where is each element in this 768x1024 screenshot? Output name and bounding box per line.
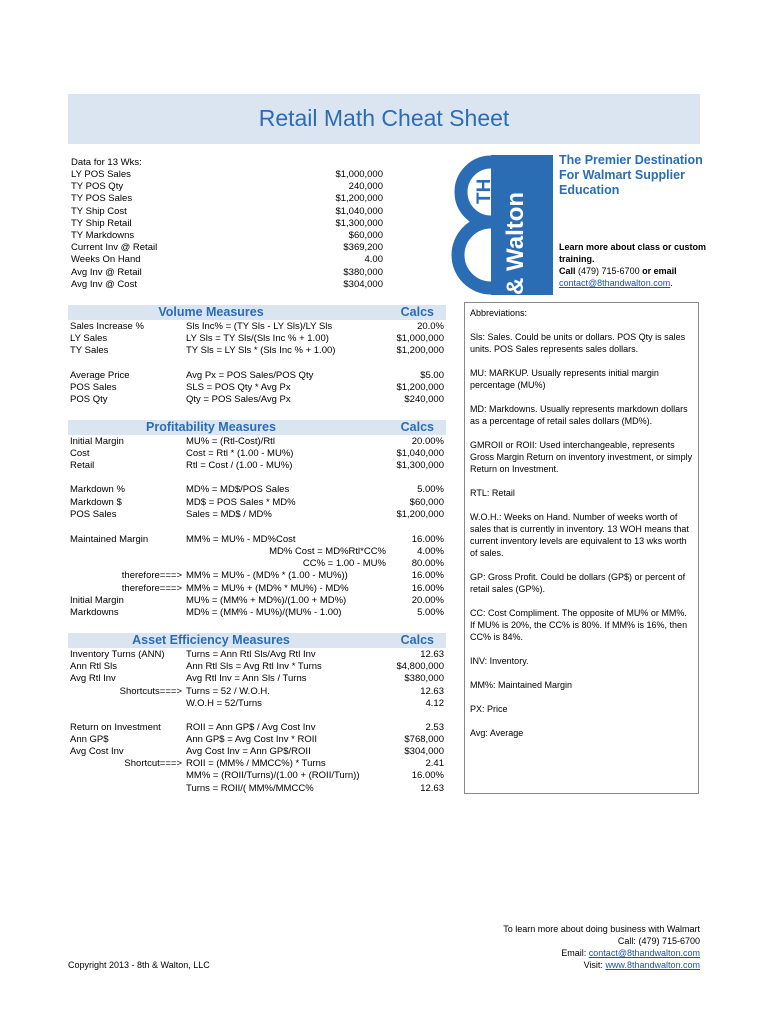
asset-value: 2.53 <box>425 722 444 733</box>
asset-formula: MM% = (ROII/Turns)/(1.00 + (ROII/Turn)) <box>186 770 360 781</box>
profitability-section-title: Profitability Measures <box>146 420 276 434</box>
asset-formula: Ann Rtl Sls = Avg Rtl Inv * Turns <box>186 661 322 672</box>
data-row <box>71 193 383 205</box>
data-row <box>71 230 383 242</box>
logo-walton: & Walton <box>502 191 529 295</box>
data-row-value: $1,040,000 <box>335 205 383 217</box>
profit-formula: MD% Cost = MD%Rtl*CC% <box>269 546 386 557</box>
profit-label: POS Sales <box>70 509 117 520</box>
profit-value: $1,040,000 <box>396 448 444 459</box>
asset-row <box>70 649 444 661</box>
footer-call <box>618 935 700 947</box>
promo-email-link[interactable]: contact@8thandwalton.com <box>559 278 671 288</box>
data-row-label: TY Markdowns <box>71 230 135 241</box>
footer-visit-label: Visit: <box>583 960 603 970</box>
profit-formula: CC% = 1.00 - MU% <box>302 558 386 569</box>
volume-label: Average Price <box>70 370 130 381</box>
abbreviations-list <box>470 307 693 739</box>
volume-value: $240,000 <box>404 394 444 405</box>
abbreviation-item: MU: MARKUP. Usually represents initial margin percentage (MU%) <box>470 368 659 390</box>
data-row-value: $1,300,000 <box>335 217 383 229</box>
data-row <box>71 254 383 266</box>
asset-value: 16.00% <box>411 770 444 781</box>
abbreviation-item: CC: Cost Compliment. The opposite of MU% or MM%. If MU% is 20%, the CC% is 80%. If MM% is 16%, then CC% is 84%. <box>470 608 688 642</box>
asset-value: $380,000 <box>404 673 444 684</box>
asset-formula: Ann GP$ = Avg Cost Inv * ROII <box>186 734 318 745</box>
volume-formula: Avg Px = POS Sales/POS Qty <box>186 370 314 381</box>
volume-formula: LY Sls = TY Sls/(Sls Inc % + 1.00) <box>186 333 329 344</box>
data-row <box>71 218 383 230</box>
profit-value: 20.00% <box>411 436 444 447</box>
asset-row <box>70 722 444 734</box>
volume-label: Sales Increase % <box>70 321 144 332</box>
data-row-label: LY POS Sales <box>71 169 131 180</box>
asset-row <box>70 758 444 770</box>
data-row-label: Avg Inv @ Cost <box>71 278 137 290</box>
volume-value: $1,200,000 <box>396 345 444 356</box>
asset-value: 12.63 <box>420 649 444 660</box>
profit-label: Initial Margin <box>70 595 124 606</box>
volume-row <box>70 333 444 345</box>
asset-row <box>70 686 444 698</box>
data-row <box>71 206 383 218</box>
volume-row <box>70 394 444 406</box>
asset-formula: Turns = ROII/( MM%/MMCC% <box>186 783 314 794</box>
volume-label: POS Qty <box>70 394 108 405</box>
profit-value: 16.00% <box>411 583 444 594</box>
profit-row <box>70 484 444 496</box>
abbreviation-item: PX: Price <box>470 704 508 714</box>
asset-value: 2.41 <box>425 758 444 769</box>
asset-calcs-label: Calcs <box>400 633 434 647</box>
data-row <box>71 267 383 279</box>
profit-formula: MM% = MU% - MD%Cost <box>186 534 296 545</box>
asset-label: Avg Rtl Inv <box>70 673 116 684</box>
data-row <box>71 181 383 193</box>
volume-label: LY Sales <box>70 333 108 344</box>
volume-label: TY Sales <box>70 345 109 356</box>
profit-row <box>70 534 444 546</box>
asset-formula: ROII = (MM% / MMCC%) * Turns <box>186 758 326 769</box>
profit-row <box>70 497 444 509</box>
profit-value: 5.00% <box>417 484 444 495</box>
profit-formula: Rtl = Cost / (1.00 - MU%) <box>186 460 293 471</box>
asset-row <box>70 746 444 758</box>
volume-label: POS Sales <box>70 382 117 393</box>
8th-walton-logo <box>447 155 555 295</box>
volume-formula: Sls Inc% = (TY Sls - LY Sls)/LY Sls <box>186 321 333 332</box>
footer-email <box>561 947 700 959</box>
volume-value: $5.00 <box>420 370 444 381</box>
data-row-label: TY POS Sales <box>71 193 133 205</box>
abbreviation-item: Avg: Average <box>470 728 524 738</box>
volume-calcs-label: Calcs <box>400 305 434 319</box>
abbreviation-item: Abbreviations: <box>470 308 528 318</box>
profit-row <box>70 436 444 448</box>
asset-value: 12.63 <box>420 783 444 794</box>
profit-value: 16.00% <box>411 534 444 545</box>
asset-section-header <box>68 633 446 648</box>
data-row <box>71 169 383 181</box>
volume-section-header <box>68 305 446 320</box>
data-row-value: 240,000 <box>348 181 383 193</box>
asset-formula: Turns = Ann Rtl Sls/Avg Rtl Inv <box>186 649 316 660</box>
promo-learn-text: Learn more about class or custom training. <box>559 242 707 264</box>
volume-value: $1,000,000 <box>396 333 444 344</box>
footer-site-link[interactable]: www.8thandwalton.com <box>605 960 700 970</box>
profit-label: Cost <box>70 448 90 459</box>
profit-value: $1,200,000 <box>396 509 444 520</box>
profit-value: 4.00% <box>417 546 444 557</box>
volume-formula: Qty = POS Sales/Avg Px <box>186 394 291 405</box>
profit-row <box>70 448 444 460</box>
abbreviation-item: GMROII or ROII: Used interchangeable, represents Gross Margin Return on inventory investment, or simply Return on Investment. <box>470 440 693 474</box>
profit-row <box>70 558 444 570</box>
data-row-label: TY Ship Retail <box>71 217 132 229</box>
asset-label: Avg Cost Inv <box>70 746 124 757</box>
profit-row <box>70 607 444 619</box>
abbreviation-item: MM%: Maintained Margin <box>470 680 573 690</box>
profit-label: Initial Margin <box>70 436 124 447</box>
asset-value: $304,000 <box>404 746 444 757</box>
data-row-label: Weeks On Hand <box>71 254 141 266</box>
data-row-label: TY POS Qty <box>71 181 124 193</box>
profit-value: $60,000 <box>409 497 444 508</box>
footer-call-label: Call: <box>617 936 636 946</box>
asset-formula: ROII = Ann GP$ / Avg Cost Inv <box>186 722 316 733</box>
data-row-label: TY Ship Cost <box>71 205 127 217</box>
data-row-value: $380,000 <box>343 266 383 278</box>
volume-row <box>70 321 444 333</box>
volume-section-title: Volume Measures <box>158 305 264 319</box>
asset-label: Inventory Turns (ANN) <box>70 649 165 660</box>
asset-label: Return on Investment <box>70 722 161 733</box>
asset-row <box>70 698 444 710</box>
profitability-calcs-label: Calcs <box>400 420 434 434</box>
profit-formula: Sales = MD$ / MD% <box>186 509 272 520</box>
volume-row <box>70 345 444 357</box>
profit-value: 16.00% <box>411 570 444 581</box>
abbreviation-item: INV: Inventory. <box>470 656 529 666</box>
asset-section-title: Asset Efficiency Measures <box>132 633 290 647</box>
profitability-section-header <box>68 420 446 435</box>
data-row-label: Current Inv @ Retail <box>71 242 158 254</box>
promo-tagline: The Premier Destination For Walmart Supplier Education <box>559 153 703 197</box>
data-row <box>71 242 383 254</box>
profit-row <box>70 570 444 582</box>
promo-call-label: Call <box>559 266 576 276</box>
asset-formula: W.O.H = 52/Turns <box>186 698 262 709</box>
abbreviations-box <box>464 302 699 794</box>
profit-label: therefore===> <box>121 570 182 581</box>
volume-formula: SLS = POS Qty * Avg Px <box>186 382 291 393</box>
asset-formula: Avg Cost Inv = Ann GP$/ROII <box>186 746 311 757</box>
abbreviation-item: RTL: Retail <box>470 488 515 498</box>
profit-formula: MM% = MU% + (MD% * MU%) - MD% <box>186 583 349 594</box>
page-title: Retail Math Cheat Sheet <box>258 105 510 131</box>
profit-label: Retail <box>70 460 95 471</box>
footer-learn-more: To learn more about doing business with Walmart <box>503 924 700 934</box>
profit-value: $1,300,000 <box>396 460 444 471</box>
abbreviation-item: Sls: Sales. Could be units or dollars. POS Qty is sales units. POS Sales represents sales dollars. <box>470 332 686 354</box>
profit-label: Maintained Margin <box>70 534 149 545</box>
footer-visit <box>584 959 700 971</box>
profit-formula: MD$ = POS Sales * MD% <box>186 497 296 508</box>
asset-label: Shortcuts===> <box>119 686 182 697</box>
asset-value: $4,800,000 <box>396 661 444 672</box>
volume-formula: TY Sls = LY Sls * (Sls Inc % + 1.00) <box>186 345 336 356</box>
footer-copyright: Copyright 2013 - 8th & Walton, LLC <box>68 960 210 970</box>
data-row <box>71 279 383 291</box>
volume-row <box>70 382 444 394</box>
profit-row <box>70 583 444 595</box>
asset-formula: Avg Rtl Inv = Ann Sls / Turns <box>186 673 307 684</box>
data-row-value: $1,000,000 <box>335 169 383 180</box>
volume-value: $1,200,000 <box>396 382 444 393</box>
asset-row <box>70 770 444 782</box>
asset-row <box>70 783 444 795</box>
data-header-row <box>71 157 383 169</box>
promo-or-email: or email <box>642 266 677 276</box>
promo-learn-more <box>559 241 709 289</box>
title-band <box>68 94 700 144</box>
profit-row <box>70 460 444 472</box>
promo-period: . <box>670 278 673 288</box>
asset-row <box>70 661 444 673</box>
asset-value: 12.63 <box>420 686 444 697</box>
data-row-value: 4.00 <box>364 254 383 266</box>
asset-label: Ann Rtl Sls <box>70 661 117 672</box>
profit-label: Markdown % <box>70 484 125 495</box>
profit-row <box>70 546 444 558</box>
footer-phone: (479) 715-6700 <box>638 936 700 946</box>
logo-th: TH <box>474 178 495 204</box>
profit-row <box>70 595 444 607</box>
profit-value: 20.00% <box>411 595 444 606</box>
promo-phone: (479) 715-6700 <box>578 266 640 276</box>
data-row-value: $1,200,000 <box>335 193 383 205</box>
profit-row <box>70 509 444 521</box>
footer-email-label: Email: <box>561 948 587 958</box>
asset-label: Shortcut===> <box>124 758 182 769</box>
abbreviation-item: GP: Gross Profit. Could be dollars (GP$) or percent of retail sales (GP%). <box>470 572 686 594</box>
abbreviation-item: W.O.H.: Weeks on Hand. Number of weeks worth of sales that is currently in inventory. 13 WOH means that current inventory levels are equivalent to 13 wks worth of sales. <box>470 512 689 558</box>
asset-value: 4.12 <box>425 698 444 709</box>
profit-formula: MD% = (MM% - MU%)/(MU% - 1.00) <box>186 607 342 618</box>
profit-formula: MM% = MU% - (MD% * (1.00 - MU%)) <box>186 570 348 581</box>
profit-formula: Cost = Rtl * (1.00 - MU%) <box>186 448 294 459</box>
asset-value: $768,000 <box>404 734 444 745</box>
profit-formula: MU% = (MM% + MD%)/(1.00 + MD%) <box>186 595 347 606</box>
profit-formula: MD% = MD$/POS Sales <box>186 484 290 495</box>
data-row-value: $369,200 <box>343 242 383 254</box>
profit-label: Markdown $ <box>70 497 122 508</box>
data-row-value: $60,000 <box>348 230 383 241</box>
profit-label: Markdowns <box>70 607 119 618</box>
profit-value: 5.00% <box>417 607 444 618</box>
profit-formula: MU% = (Rtl-Cost)/Rtl <box>186 436 275 447</box>
data-row-value: $304,000 <box>343 278 383 290</box>
data-row-label: Avg Inv @ Retail <box>71 266 142 278</box>
volume-row <box>70 370 444 382</box>
asset-label: Ann GP$ <box>70 734 109 745</box>
asset-row <box>70 734 444 746</box>
asset-formula: Turns = 52 / W.O.H. <box>186 686 270 697</box>
profit-label: therefore===> <box>121 583 182 594</box>
footer-email-link[interactable]: contact@8thandwalton.com <box>588 948 700 958</box>
volume-value: 20.0% <box>417 321 444 332</box>
profit-value: 80.00% <box>411 558 444 569</box>
asset-row <box>70 673 444 685</box>
abbreviation-item: MD: Markdowns. Usually represents markdown dollars as a percentage of retail sales dollars (MD%). <box>470 404 688 426</box>
data-header: Data for 13 Wks: <box>71 157 142 168</box>
